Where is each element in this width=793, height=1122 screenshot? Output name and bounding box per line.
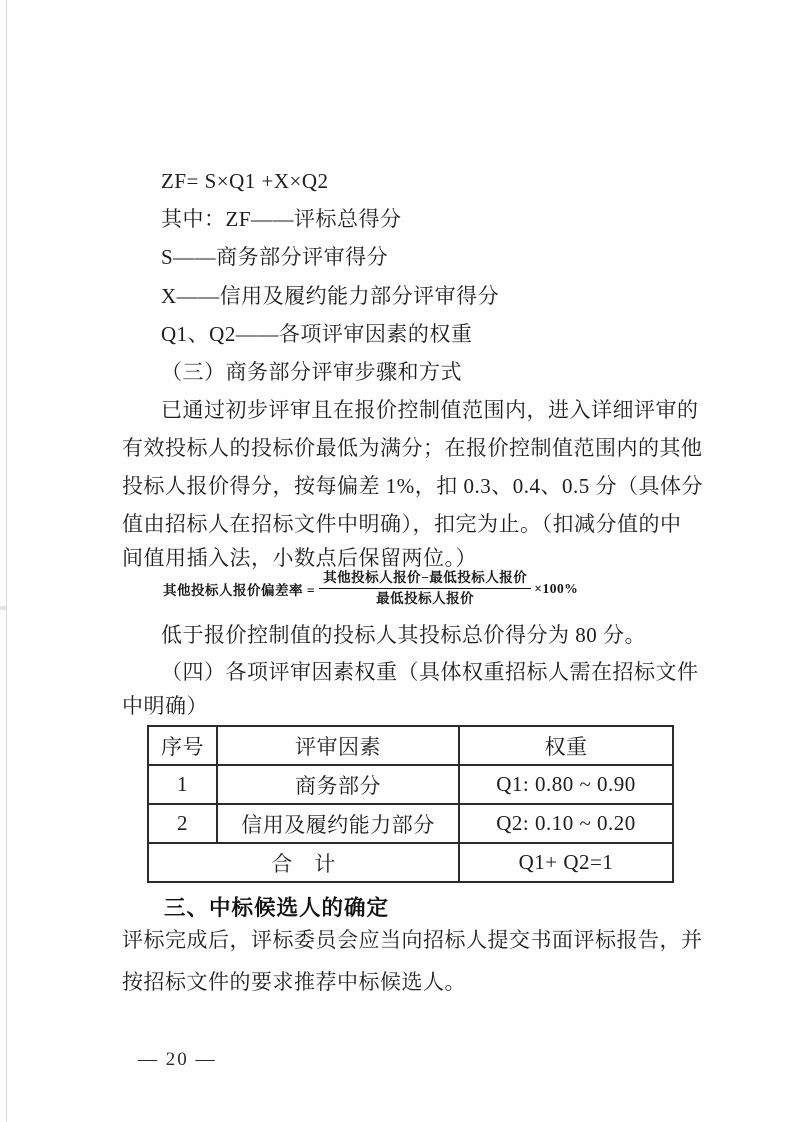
cell-factor: 商务部分: [217, 765, 459, 804]
section3-para-line: 已通过初步评审且在报价控制值范围内，进入详细评审的: [161, 398, 699, 422]
deviation-rate-formula: [163, 569, 578, 608]
cell-weight: Q2: 0.10 ~ 0.20: [459, 804, 673, 843]
table-row: [148, 765, 673, 804]
final-para-line: 评标完成后，评标委员会应当向招标人提交书面评标报告，并: [122, 928, 703, 952]
section4-heading-line1: （四）各项评审因素权重（具体权重招标人需在招标文件: [161, 660, 699, 684]
formula-main: ZF= S×Q1 +X×Q2: [161, 169, 329, 193]
footer-label: 合 计: [148, 843, 459, 882]
final-section-heading: 三、中标候选人的确定: [164, 896, 390, 920]
table-footer-row: [148, 843, 673, 882]
formula-denominator: 最低投标人报价: [376, 591, 475, 607]
header-seq: 序号: [148, 726, 217, 765]
page-number: — 20 —: [138, 1049, 217, 1070]
section3-para-line: 投标人报价得分，按每偏差 1%，扣 0.3、0.4、0.5 分（具体分: [122, 474, 703, 498]
cell-seq: 1: [148, 765, 217, 804]
formula-def-q: Q1、Q2——各项评审因素的权重: [161, 322, 473, 346]
footer-value: Q1+ Q2=1: [459, 843, 673, 882]
final-para-line: 按招标文件的要求推荐中标候选人。: [122, 970, 466, 994]
scan-edge-mark: [0, 606, 6, 610]
scan-edge-line: [6, 0, 7, 1122]
formula-fraction: [319, 569, 531, 608]
section3-para-line: 间值用插入法，小数点后保留两位。）: [122, 546, 477, 570]
section3-para-line: 有效投标人的投标价最低为满分；在报价控制值范围内的其他: [122, 436, 703, 460]
formula-lhs: 其他投标人报价偏差率 =: [163, 582, 316, 598]
formula-def-s: S——商务部分评审得分: [161, 245, 389, 269]
table-row: [148, 804, 673, 843]
formula-def-zf: 其中：ZF——评标总得分: [161, 207, 402, 231]
cell-factor: 信用及履约能力部分: [217, 804, 459, 843]
section4-heading-line2: 中明确）: [122, 694, 208, 718]
section3-heading: （三）商务部分评审步骤和方式: [161, 360, 462, 384]
header-factor: 评审因素: [217, 726, 459, 765]
weights-table: [147, 725, 674, 883]
cell-weight: Q1: 0.80 ~ 0.90: [459, 765, 673, 804]
cell-seq: 2: [148, 804, 217, 843]
section3-para-line: 值由招标人在招标文件中明确），扣完为止。（扣减分值的中: [122, 512, 682, 536]
formula-rhs: ×100%: [534, 580, 579, 596]
formula-numerator: 其他投标人报价−最低投标人报价: [319, 569, 531, 589]
header-weight: 权重: [459, 726, 673, 765]
table-header-row: [148, 726, 673, 765]
formula-def-x: X——信用及履约能力部分评审得分: [161, 284, 500, 308]
section3-note: 低于报价控制值的投标人其投标总价得分为 80 分。: [161, 623, 646, 647]
